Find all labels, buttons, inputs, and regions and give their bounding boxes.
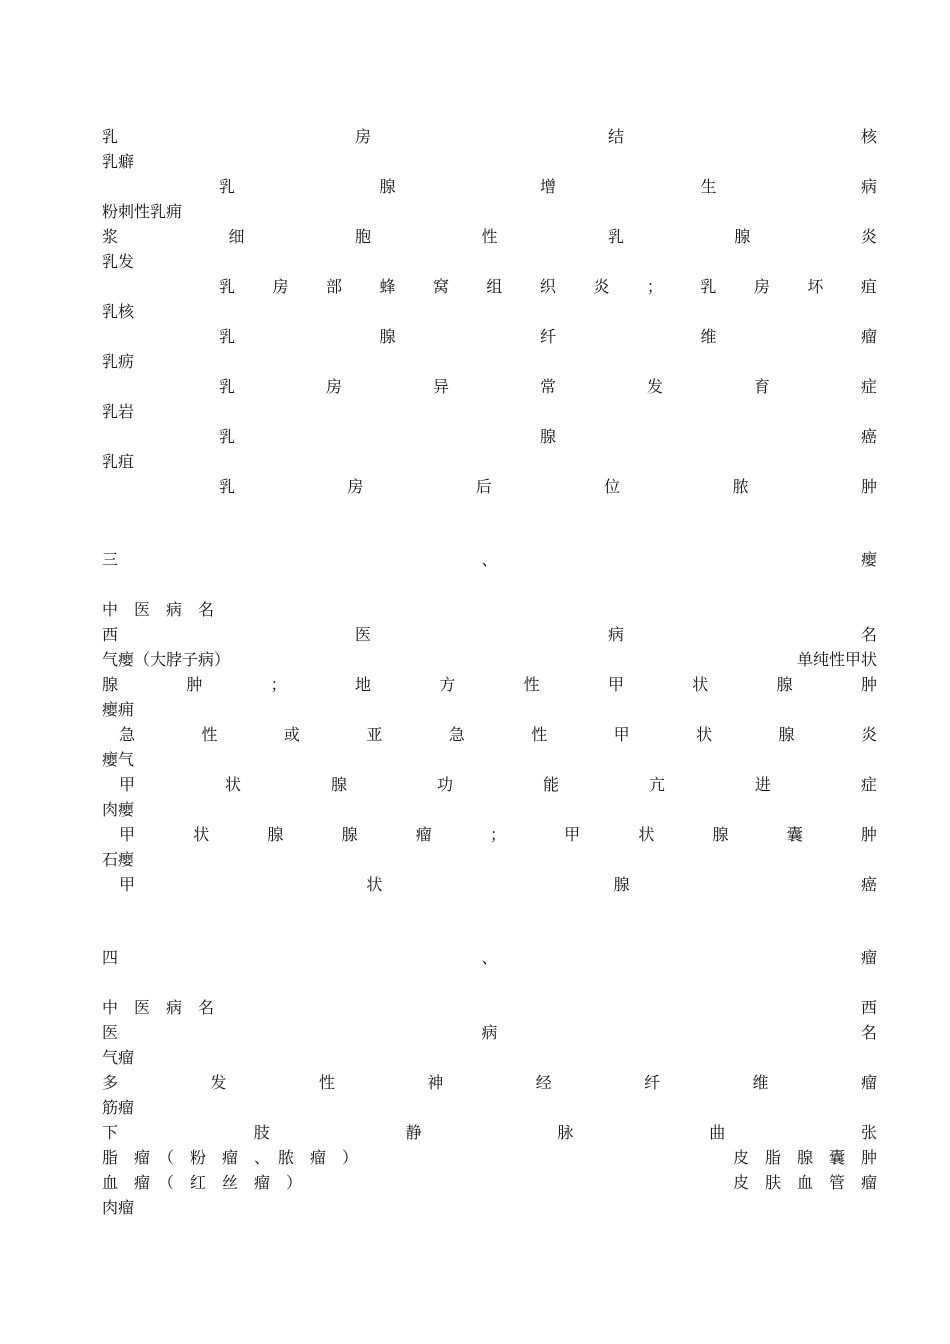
- text-line: [102, 648, 877, 672]
- text-char: 腺: [778, 725, 795, 744]
- text-char: 腺: [379, 327, 396, 346]
- text-char: 腺: [330, 775, 347, 794]
- text-char: 常: [539, 377, 556, 396]
- text-char: 乳: [607, 227, 624, 246]
- text-char: 癌: [860, 875, 877, 894]
- text-line: [102, 996, 877, 1020]
- text-line: [102, 1146, 877, 1170]
- text-char: 、: [481, 948, 498, 967]
- text-term: 筋瘤: [102, 1098, 135, 1117]
- text-char: 织: [539, 277, 556, 296]
- text-char: 瘤: [860, 327, 877, 346]
- text-char: 维: [752, 1073, 769, 1092]
- text-char: 腺: [613, 875, 630, 894]
- text-char: 急: [448, 725, 465, 744]
- text-line: [102, 150, 877, 174]
- text-line: [102, 773, 877, 797]
- text-char: 甲: [119, 875, 136, 894]
- text-char: 腺: [734, 227, 751, 246]
- text-char: ；: [270, 675, 287, 694]
- text-line: [102, 848, 877, 872]
- text-char: 维: [700, 327, 717, 346]
- text-line: [102, 1096, 877, 1120]
- text-char: 瘤: [860, 948, 877, 967]
- text-left: 脂 瘤 （ 粉 瘤 、 脓 瘤 ）: [102, 1148, 359, 1167]
- text-term: 乳癖: [102, 152, 135, 171]
- text-char: 蜂: [379, 277, 396, 296]
- text-line: [102, 350, 877, 374]
- text-line: [102, 723, 877, 747]
- text-char: 肿: [860, 675, 877, 694]
- text-char: 纤: [539, 327, 556, 346]
- text-line: [102, 275, 877, 299]
- text-char: 瘿: [860, 550, 877, 569]
- text-char: 房: [347, 477, 364, 496]
- text-char: 脉: [557, 1123, 574, 1142]
- text-char: 纤: [644, 1073, 661, 1092]
- text-char: 进: [754, 775, 771, 794]
- text-line: [102, 425, 877, 449]
- text-line: [102, 1196, 877, 1220]
- text-char: ；: [646, 277, 663, 296]
- text-line: [102, 325, 877, 349]
- text-char: 腺: [341, 825, 358, 844]
- text-line: [102, 946, 877, 970]
- text-char: 腺: [379, 177, 396, 196]
- text-char: 发: [210, 1073, 227, 1092]
- text-char: 发: [646, 377, 663, 396]
- text-char: 窝: [432, 277, 449, 296]
- text-char: 下: [102, 1123, 119, 1142]
- text-char: 乳: [219, 477, 236, 496]
- text-char: 细: [228, 227, 245, 246]
- text-char: 病: [607, 625, 624, 644]
- text-char: 功: [436, 775, 453, 794]
- text-char: 状: [193, 825, 210, 844]
- text-char: 甲: [119, 825, 136, 844]
- text-char: 乳: [219, 427, 236, 446]
- text-line: [102, 798, 877, 822]
- text-line: [102, 1121, 877, 1145]
- text-line: [102, 250, 877, 274]
- text-char: 炎: [860, 227, 877, 246]
- text-right: 单纯性甲状: [796, 650, 877, 669]
- text-char: 曲: [709, 1123, 726, 1142]
- text-term: 石瘿: [102, 850, 135, 869]
- text-line: [102, 673, 877, 697]
- text-char: 状: [366, 875, 383, 894]
- text-left: 血 瘤 （ 红 丝 瘤 ）: [102, 1173, 303, 1192]
- text-left: 中 医 病 名: [102, 998, 215, 1017]
- text-term: 瘿气: [102, 750, 135, 769]
- text-term: 乳发: [102, 252, 135, 271]
- text-char: 名: [860, 1023, 877, 1042]
- text-term: 粉刺性乳痈: [102, 202, 183, 221]
- text-term: 中 医 病 名: [102, 600, 215, 619]
- text-left: 气瘿（大脖子病）: [102, 650, 231, 669]
- text-line: [102, 548, 877, 572]
- text-right: 皮 肤 血 管 瘤: [732, 1173, 877, 1192]
- text-term: 气瘤: [102, 1048, 135, 1067]
- text-char: 、: [481, 550, 498, 569]
- text-char: 浆: [102, 227, 119, 246]
- text-char: 乳: [219, 377, 236, 396]
- text-char: 性: [318, 1073, 335, 1092]
- text-line: [102, 175, 877, 199]
- text-line: [102, 400, 877, 424]
- text-char: 状: [692, 675, 709, 694]
- text-char: 甲: [564, 825, 581, 844]
- text-char: 结: [607, 127, 624, 146]
- text-char: 甲: [613, 725, 630, 744]
- text-line: [102, 200, 877, 224]
- text-char: 腺: [539, 427, 556, 446]
- text-char: 房: [753, 277, 770, 296]
- text-char: 炎: [860, 725, 877, 744]
- text-char: 脓: [732, 477, 749, 496]
- text-char: 或: [283, 725, 300, 744]
- text-char: 核: [860, 127, 877, 146]
- text-char: 坏: [807, 277, 824, 296]
- text-char: 乳: [700, 277, 717, 296]
- text-char: 房: [272, 277, 289, 296]
- text-line: [102, 623, 877, 647]
- text-char: 方: [439, 675, 456, 694]
- text-line: [102, 1021, 877, 1045]
- text-char: 多: [102, 1073, 119, 1092]
- text-line: [102, 698, 877, 722]
- text-char: 病: [860, 177, 877, 196]
- text-char: 瘤: [415, 825, 432, 844]
- text-char: 医: [102, 1023, 119, 1042]
- text-char: 肿: [860, 825, 877, 844]
- text-char: 肿: [186, 675, 203, 694]
- text-line: [102, 1171, 877, 1195]
- text-char: 乳: [219, 327, 236, 346]
- text-char: 病: [481, 1023, 498, 1042]
- text-char: 性: [201, 725, 218, 744]
- text-char: 部: [325, 277, 342, 296]
- text-term: 瘿痈: [102, 700, 135, 719]
- text-term: 乳岩: [102, 402, 135, 421]
- text-char: 地: [354, 675, 371, 694]
- text-char: 急: [119, 725, 136, 744]
- text-char: 育: [753, 377, 770, 396]
- text-char: 乳: [219, 277, 236, 296]
- text-char: 性: [523, 675, 540, 694]
- text-char: 名: [860, 625, 877, 644]
- text-term: 乳疽: [102, 452, 135, 471]
- text-char: 后: [475, 477, 492, 496]
- text-line: [102, 873, 877, 897]
- text-char: 医: [354, 625, 371, 644]
- text-char: 房: [325, 377, 342, 396]
- text-line: [102, 598, 877, 622]
- text-char: 神: [427, 1073, 444, 1092]
- text-char: 囊: [786, 825, 803, 844]
- text-line: [102, 225, 877, 249]
- text-char: 张: [860, 1123, 877, 1142]
- text-char: 症: [860, 377, 877, 396]
- text-char: 炎: [593, 277, 610, 296]
- text-char: 癌: [860, 427, 877, 446]
- text-char: 西: [102, 625, 119, 644]
- text-char: 状: [224, 775, 241, 794]
- text-char: 胞: [354, 227, 371, 246]
- text-line: [102, 125, 877, 149]
- text-char: 腺: [776, 675, 793, 694]
- text-char: 能: [542, 775, 559, 794]
- text-right: 皮 脂 腺 囊 肿: [732, 1148, 877, 1167]
- text-char: 组: [486, 277, 503, 296]
- text-line: [102, 450, 877, 474]
- text-char: 亚: [366, 725, 383, 744]
- text-char: 性: [481, 227, 498, 246]
- text-char: 静: [405, 1123, 422, 1142]
- text-char: 位: [604, 477, 621, 496]
- text-char: 生: [700, 177, 717, 196]
- text-char: 房: [354, 127, 371, 146]
- text-char: 腺: [267, 825, 284, 844]
- text-char: 疽: [860, 277, 877, 296]
- text-term: 乳核: [102, 302, 135, 321]
- text-char: 乳: [219, 177, 236, 196]
- text-term: 乳疬: [102, 352, 135, 371]
- text-line: [102, 823, 877, 847]
- text-char: 增: [539, 177, 556, 196]
- text-line: [102, 300, 877, 324]
- text-line: [102, 748, 877, 772]
- text-char: 三: [102, 550, 119, 569]
- text-char: 异: [432, 377, 449, 396]
- text-line: [102, 1046, 877, 1070]
- text-term: 肉瘿: [102, 800, 135, 819]
- text-char: 四: [102, 948, 119, 967]
- text-char: 肢: [253, 1123, 270, 1142]
- text-char: 经: [535, 1073, 552, 1092]
- text-char: 甲: [607, 675, 624, 694]
- text-char: 症: [860, 775, 877, 794]
- text-char: 甲: [119, 775, 136, 794]
- text-char: 腺: [102, 675, 119, 694]
- text-char: 腺: [712, 825, 729, 844]
- text-char: 亢: [648, 775, 665, 794]
- text-right: 西: [860, 998, 877, 1017]
- text-char: 性: [531, 725, 548, 744]
- text-char: 肿: [860, 477, 877, 496]
- text-line: [102, 1071, 877, 1095]
- text-char: ；: [489, 825, 506, 844]
- text-char: 状: [696, 725, 713, 744]
- text-term: 肉瘤: [102, 1198, 135, 1217]
- text-char: 瘤: [860, 1073, 877, 1092]
- text-line: [102, 375, 877, 399]
- text-char: 状: [638, 825, 655, 844]
- text-line: [102, 475, 877, 499]
- text-char: 乳: [102, 127, 119, 146]
